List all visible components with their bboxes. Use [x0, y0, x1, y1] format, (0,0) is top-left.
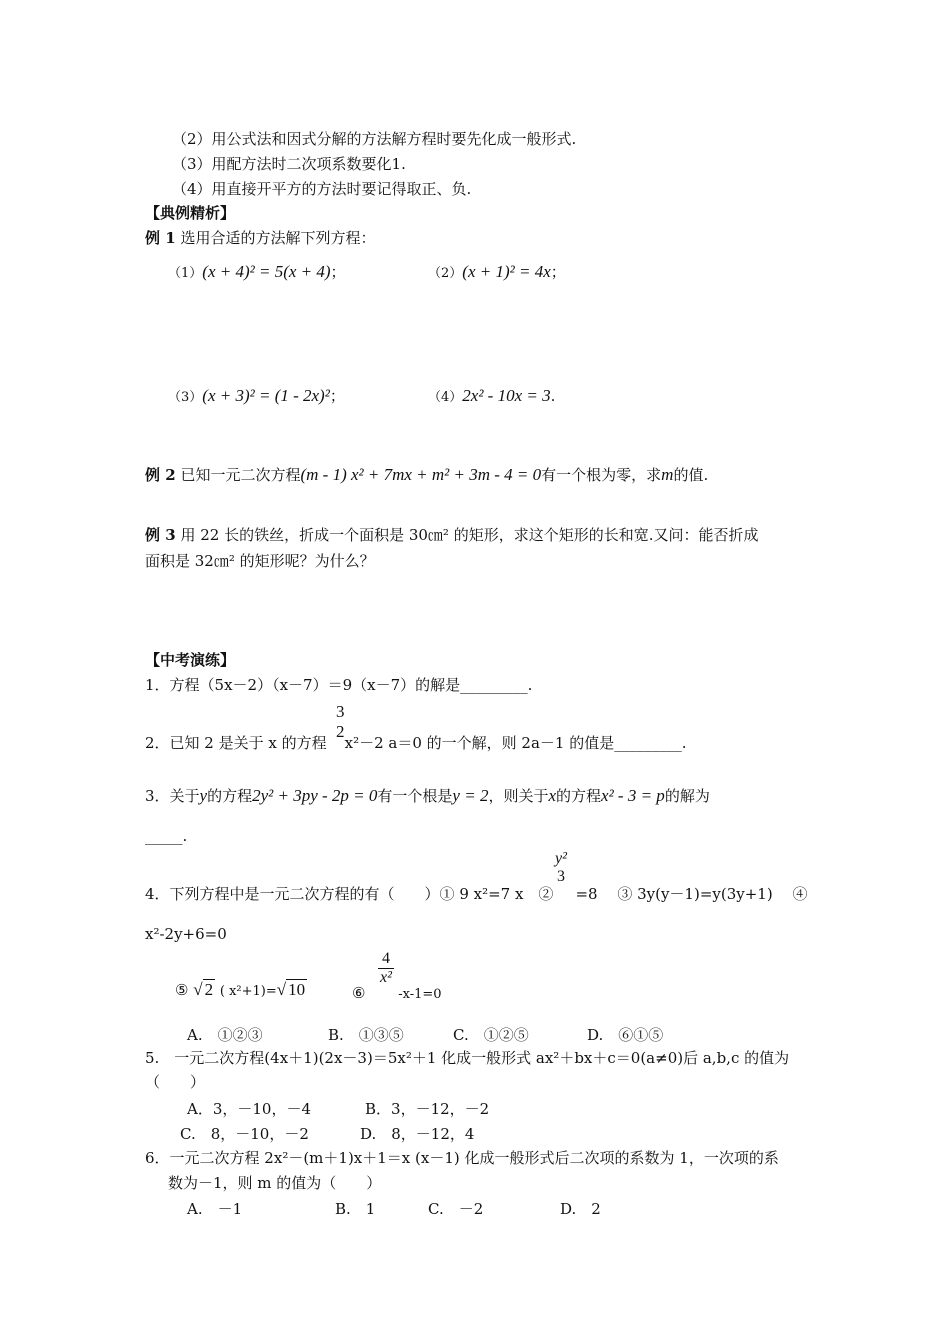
question-6-choice-c: C. －2: [428, 1200, 484, 1218]
question-3-text: ，则关于: [488, 787, 549, 805]
part-number: （4）: [428, 390, 463, 405]
punctuation: ；: [550, 263, 566, 281]
example-1-label: 例 1: [145, 229, 176, 247]
section-heading-practice: 【中考演练】: [145, 651, 236, 669]
option-number: ⑥: [352, 984, 366, 1002]
equation: (x + 1)² = 4x: [462, 262, 551, 281]
question-4-option-6: [352, 983, 442, 1005]
note-line-2: （2）用公式法和因式分解的方法解方程时要先化成一般形式.: [172, 130, 577, 148]
example-3-text: 用 22 长的铁丝，折成一个面积是 30㎝² 的矩形，求这个矩形的长和宽.又问：能否折成: [180, 526, 759, 544]
example-1-text: 选用合适的方法解下列方程：: [180, 229, 376, 247]
fraction-denominator: 2: [336, 722, 345, 741]
example-1-prompt: [145, 228, 375, 248]
part-number: （3）: [168, 390, 203, 405]
question-6-choice-d: D. 2: [560, 1200, 601, 1218]
question-6-choice-b: B. 1: [335, 1200, 376, 1218]
question-5-choice-c: C. 8，－10，－2: [180, 1125, 309, 1143]
question-5-choice-d: D. 8，－12，4: [360, 1125, 475, 1143]
example-1-part-3: [168, 386, 345, 408]
question-3-equation: y = 2: [452, 786, 489, 805]
part-number: （2）: [428, 266, 463, 281]
equation: (x + 4)² = 5(x + 4): [202, 262, 331, 281]
option-number: ⑤: [175, 981, 189, 999]
question-3-equation: 2y² + 3py - 2p = 0: [252, 786, 378, 805]
example-3-line-1: [145, 525, 758, 545]
note-line-3: （3）用配方法时二次项系数要化1.: [172, 155, 406, 173]
question-6-choice-a: A. －1: [187, 1200, 243, 1218]
example-1-part-2: [428, 262, 566, 284]
example-2-label: 例 2: [145, 466, 176, 484]
option-text: ( x²+1)=: [219, 984, 277, 999]
example-2-variable: m: [661, 465, 674, 484]
question-5-choice-b: B．3，－12，－2: [365, 1100, 490, 1118]
example-2-text: 已知一元二次方程: [180, 466, 301, 484]
question-3-text: 的方程: [556, 787, 602, 805]
question-6-line-1: 6．一元二次方程 2x²－(m＋1)x＋1＝x (x－1) 化成一般形式后二次项的系数为 1，一次项的系: [145, 1149, 779, 1167]
question-3-var: x: [548, 786, 557, 805]
radicand: 10: [288, 980, 306, 999]
sqrt-expression: √ 10: [276, 980, 306, 999]
question-6-line-2: 数为－1，则 m 的值为（ ）: [168, 1174, 382, 1192]
punctuation: ；: [329, 387, 345, 405]
question-4-option-5: [175, 980, 307, 1002]
question-2: [145, 733, 687, 753]
question-5-choice-a: A．3，－10，－4: [187, 1100, 312, 1118]
question-4-fraction: [553, 850, 569, 886]
question-1: 1．方程（5x－2）（x－7）＝9（x－7）的解是_________.: [145, 676, 533, 694]
example-1-part-4: [428, 386, 555, 408]
fraction-numerator: 4: [378, 950, 394, 969]
punctuation: ；: [330, 263, 346, 281]
fraction-numerator: y²: [555, 850, 567, 867]
question-3-text: 3．关于: [145, 787, 200, 805]
section-heading-examples: 【典例精析】: [145, 204, 236, 222]
example-2: [145, 465, 708, 485]
question-4-line-2: x²-2y+6=0: [145, 925, 227, 943]
question-4-choice-a: A. ①②③: [187, 1026, 263, 1044]
fraction-denominator: 3: [556, 868, 565, 885]
question-3-var: y: [199, 786, 208, 805]
question-4-text: 4．下列方程中是一元二次方程的有（ ）① 9 x²=7 x ②: [145, 885, 554, 903]
question-4-option-6-fraction: [378, 950, 394, 987]
question-4: [145, 884, 807, 904]
equation: (x + 3)² = (1 - 2x)²: [202, 386, 330, 405]
example-2-equation: (m - 1) x² + 7mx + m² + 3m - 4 = 0: [300, 465, 542, 484]
example-3-label: 例 3: [145, 526, 176, 544]
radicand: 2: [204, 980, 214, 999]
question-5-line-2: （ ）: [145, 1073, 206, 1091]
question-5-line-1: 5. 一元二次方程(4x＋1)(2x－3)＝5x²＋1 化成一般形式 ax²＋bx＋c＝0(a≠0)后 a,b,c 的值为: [145, 1049, 790, 1067]
question-4-choice-d: D. ⑥①⑤: [587, 1026, 664, 1044]
note-line-4: （4）用直接开平方的方法时要记得取正、负.: [172, 180, 472, 198]
question-3-text: 的方程: [207, 787, 253, 805]
question-4-text: =8 ③ 3y(y－1)=y(3y+1) ④: [575, 885, 808, 903]
example-3-line-2: 面积是 32㎝² 的矩形呢？为什么？: [145, 552, 375, 570]
example-2-text: 有一个根为零，求: [541, 466, 662, 484]
question-3-text: 的解为: [664, 787, 710, 805]
question-4-choice-b: B. ①③⑤: [328, 1026, 404, 1044]
part-number: （1）: [168, 266, 203, 281]
equation: 2x² - 10x = 3: [462, 386, 551, 405]
example-2-text: 的值.: [673, 466, 709, 484]
question-3-equation: x² - 3 = p: [601, 786, 665, 805]
question-2-text: 2．已知 2 是关于 x 的方程: [145, 734, 327, 752]
question-4-choice-c: C. ①②⑤: [453, 1026, 529, 1044]
punctuation: .: [550, 387, 556, 405]
fraction-denominator: x²: [380, 969, 392, 986]
question-3: [145, 786, 710, 806]
question-3-blank: _____.: [145, 827, 188, 845]
option-text: -x-1=0: [398, 987, 442, 1002]
sqrt-expression: √ 2: [193, 980, 214, 999]
question-2-text: x²－2 a＝0 的一个解，则 2a－1 的值是_________.: [344, 734, 687, 752]
fraction-numerator: 3: [336, 702, 345, 721]
question-3-text: 有一个根是: [377, 787, 453, 805]
example-1-part-1: [168, 262, 346, 284]
